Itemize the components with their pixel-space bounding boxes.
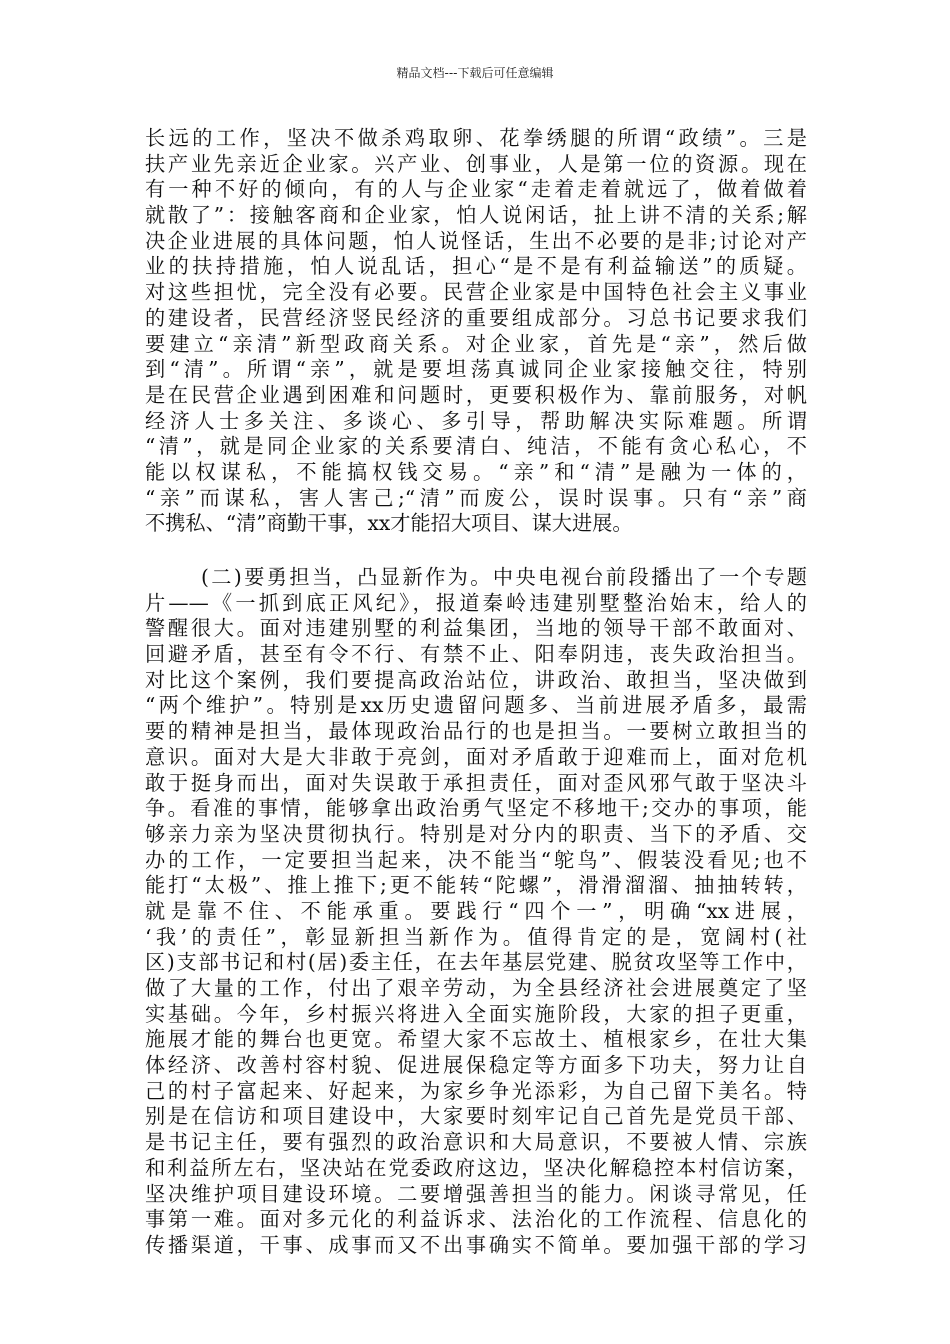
text-line: 回避矛盾，甚至有令不行、有禁不止、阳奉阴违，丧失政治担当。 — [145, 642, 807, 667]
text-line: 的建设者，民营经济竖民经济的重要组成部分。习总书记要求我们 — [145, 305, 807, 330]
text-line: 和利益所左右，坚决站在党委政府这边，坚决化解稳控本村信访案， — [145, 1155, 807, 1180]
text-line: 决企业进展的具体问题，怕人说怪话，生出不必要的是非;讨论对产 — [145, 228, 807, 253]
text-line: 就散了”：接触客商和企业家，怕人说闲话，扯上讲不清的关系;解 — [145, 203, 807, 228]
text-line: 己的村子富起来、好起来，为家乡争光添彩，为自己留下美名。特 — [145, 1078, 807, 1103]
text-line: 不携私、“清”商勤干事，xx才能招大项目、谋大进展。 — [145, 511, 633, 536]
text-line: 体经济、改善村容村貌、促进展保稳定等方面多下功夫，努力让自 — [145, 1053, 807, 1078]
text-line: 坚决维护项目建设环境。二要增强善担当的能力。闲谈寻常见，任 — [145, 1181, 807, 1206]
text-line: 实基础。今年，乡村振兴将进入全面实施阶段，大家的担子更重， — [145, 1001, 807, 1026]
text-line: 就是靠不住、不能承重。要践行“四个一”，明确“xx进展， — [145, 898, 807, 923]
document-body — [145, 126, 807, 1259]
text-line: 够亲力亲为坚决贯彻执行。特别是对分内的职责、当下的矛盾、交 — [145, 821, 807, 846]
text-line: 能打“太极”、推上推下;更不能转“陀螺”，滑滑溜溜、抽抽转转， — [145, 873, 807, 898]
text-line: 区)支部书记和村(居)委主任，在去年基层党建、脱贫攻坚等工作中， — [145, 950, 807, 975]
text-line: 对这些担忧，完全没有必要。民营企业家是中国特色社会主义事业 — [145, 280, 807, 305]
paragraph-2 — [145, 565, 807, 1259]
text-line: 做了大量的工作，付出了艰辛劳动，为全县经济社会进展奠定了坚 — [145, 976, 807, 1000]
text-line: 要的精神是担当，最体现政治品行的也是担当。一要树立敢担当的 — [145, 719, 807, 744]
paragraph-1 — [145, 126, 807, 537]
text-line: 到“清”。所谓“亲”，就是要坦荡真诚同企业家接触交往，特别 — [145, 357, 807, 382]
text-line: 业的扶持措施，怕人说乱话，担心“是不是有利益输送”的质疑。 — [145, 254, 807, 279]
text-line: 扶产业先亲近企业家。兴产业、创事业，人是第一位的资源。现在 — [145, 151, 807, 176]
text-line: 事第一难。面对多元化的利益诉求、法治化的工作流程、信息化的 — [145, 1207, 807, 1232]
text-line: “两个维护”。特别是xx历史遗留问题多、当前进展矛盾多，最需 — [145, 693, 807, 718]
text-line: 是在民营企业遇到困难和问题时，更要积极作为、靠前服务，对帆 — [145, 382, 807, 407]
text-line: 意识。面对大是大非敢于亮剑，面对矛盾敢于迎难而上，面对危机 — [145, 744, 807, 769]
text-line: 传播渠道，干事、成事而又不出事确实不简单。要加强干部的学习 — [145, 1232, 807, 1257]
text-line: 别是在信访和项目建设中，大家要时刻牢记自己首先是党员干部、 — [145, 1104, 807, 1129]
text-line: 经济人士多关注、多谈心、多引导，帮助解决实际难题。所谓 — [145, 408, 807, 433]
text-line: 是书记主任，要有强烈的政治意识和大局意识，不要被人情、宗族 — [145, 1130, 807, 1155]
text-line: 办的工作，一定要担当起来，决不能当“鸵鸟”、假装没看见;也不 — [145, 847, 807, 872]
text-line: 对比这个案例，我们要提高政治站位，讲政治、敢担当，坚决做到 — [145, 667, 807, 692]
text-line: 争。看准的事情，能够拿出政治勇气坚定不移地干;交办的事项，能 — [145, 796, 807, 821]
text-line: 施展才能的舞台也更宽。希望大家不忘故土、植根家乡，在壮大集 — [145, 1027, 807, 1052]
paragraph-gap — [145, 537, 807, 565]
text-line: 警醒很大。面对违建别墅的利益集团，当地的领导干部不敢面对、 — [145, 616, 807, 641]
text-line: “清”，就是同企业家的关系要清白、纯洁，不能有贪心私心，不 — [145, 434, 807, 459]
text-line: 长远的工作，坚决不做杀鸡取卵、花拳绣腿的所谓“政绩”。三是 — [145, 126, 807, 150]
text-line: 敢于挺身而出，面对失误敢于承担责任，面对歪风邪气敢于坚决斗 — [145, 770, 807, 795]
page-header: 精品文档---下载后可任意编辑 — [396, 66, 554, 80]
text-line: 有一种不好的倾向，有的人与企业家“走着走着就远了，做着做着 — [145, 177, 807, 202]
text-line: “亲”而谋私，害人害己;“清”而废公，误时误事。只有“亲”商 — [145, 485, 807, 510]
text-line: 要建立“亲清”新型政商关系。对企业家，首先是“亲”，然后做 — [145, 331, 807, 356]
text-line: 能以权谋私，不能搞权钱交易。“亲”和“清”是融为一体的， — [145, 459, 807, 484]
text-line: (二)要勇担当，凸显新作为。中央电视台前段播出了一个专题 — [201, 565, 807, 589]
text-line: ‘我’的责任”，彰显新担当新作为。值得肯定的是，宽阔村(社 — [145, 924, 807, 949]
text-line: 片——《一抓到底正风纪》，报道秦岭违建别墅整治始末，给人的 — [145, 590, 807, 615]
